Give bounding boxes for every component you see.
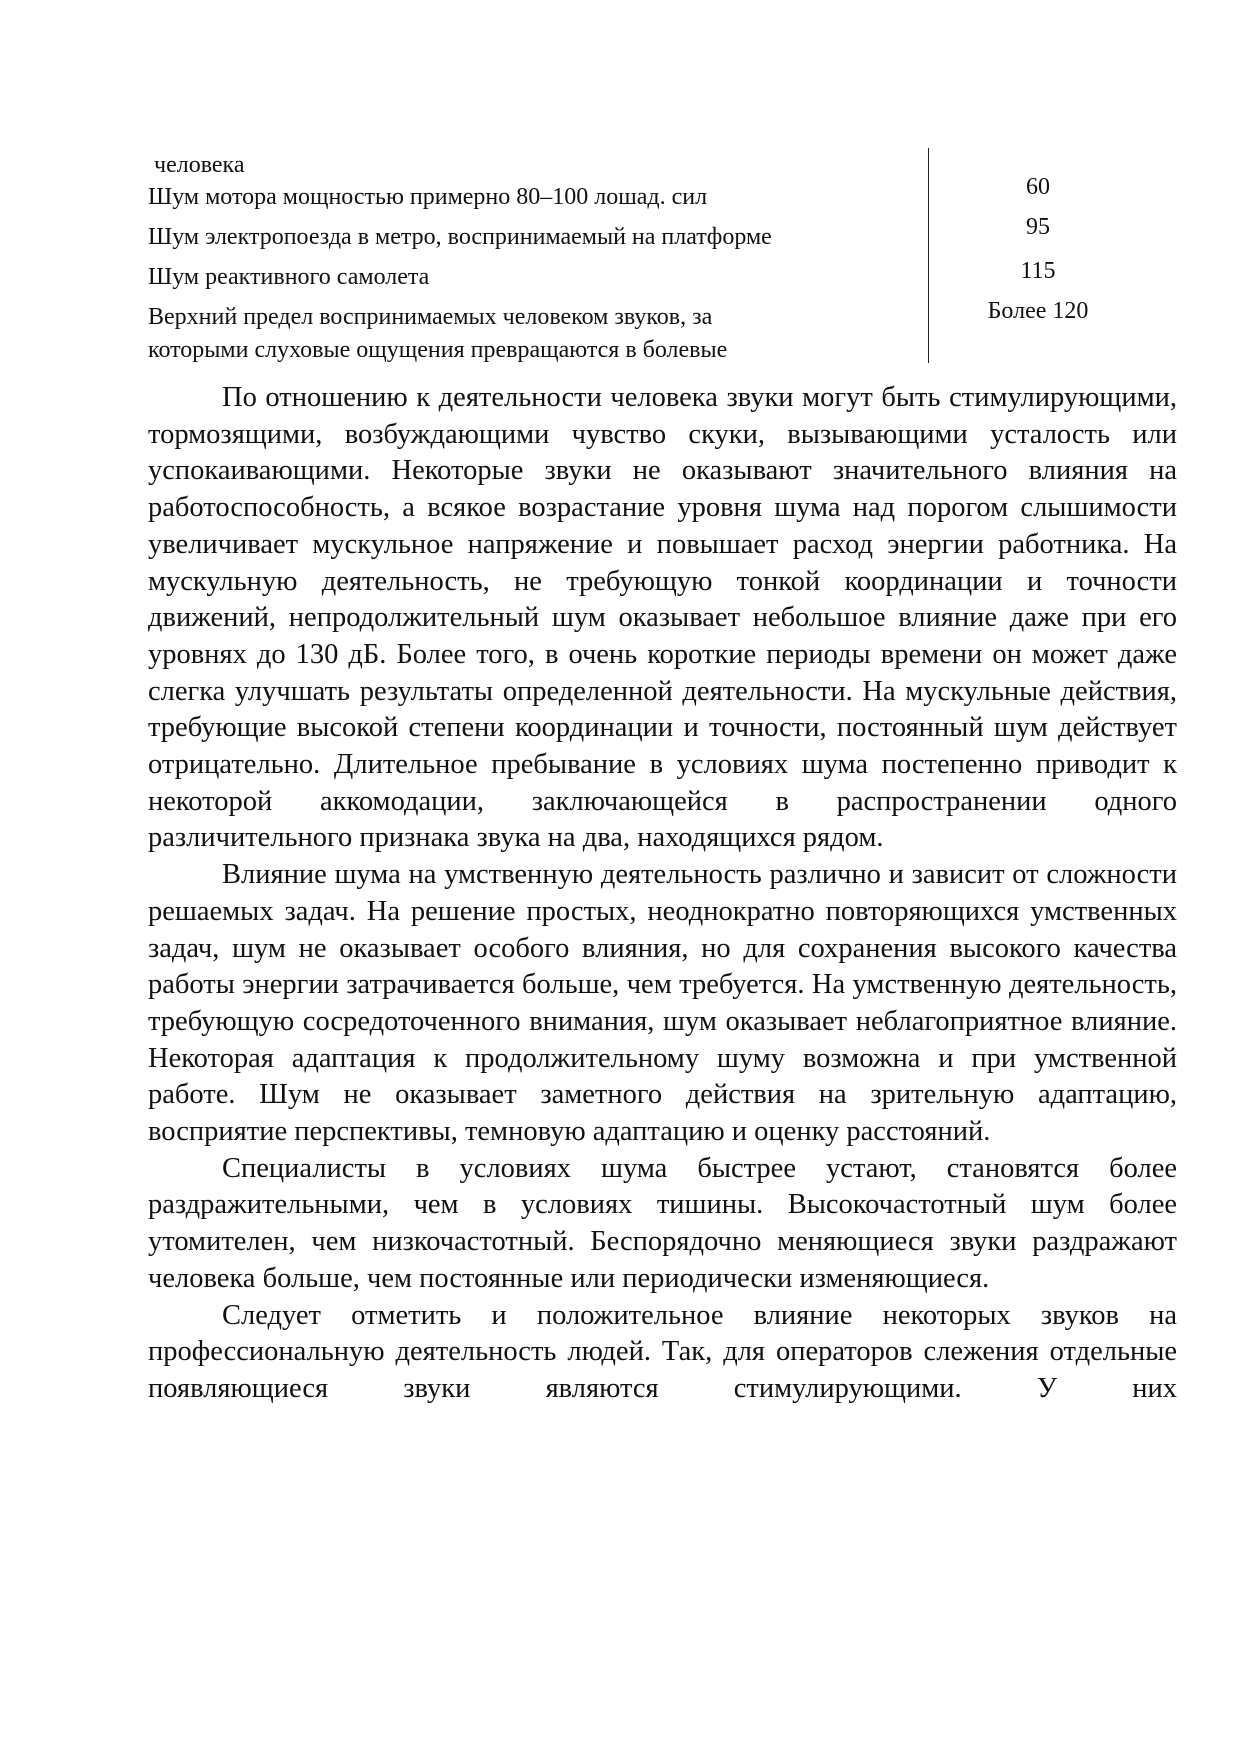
- paragraph: По отношению к деятельности человека звуки могут быть стимулирующими, тормозящими, возбуждающими чувство скуки, вызывающими усталость или успокаивающими. Некоторые звуки не оказывают значительного влияния на работоспособность, а всякое возрастание уровня шума над порогом слышимости увеличивает мускульное напряжение и повышает расход энергии работника. На мускульную деятельность, не требующую тонкой координации и точности движений, непродолжительный шум оказывает небольшое влияние даже при его уровнях до 130 дБ. Более того, в очень короткие периоды времени он может даже слегка улучшать результаты определенной деятельности. На мускульные действия, требующие высокой степени координации и точности, постоянный шум действует отрицательно. Длительное пребывание в условиях шума постепенно приводит к некоторой аккомодации, заключающейся в распространении одного различительного признака звука на два, находящихся рядом.: [148, 382, 1177, 854]
- table-row-value: 95: [1026, 214, 1050, 240]
- body-text: [148, 380, 1177, 1408]
- table-row-value: 115: [1020, 258, 1056, 284]
- table-row-value: Более 120: [987, 298, 1089, 324]
- paragraph: Специалисты в условиях шума быстрее устают, становятся более раздражительными, чем в условиях тишины. Высокочастотный шум более утомителен, чем низкочастотный. Беспорядочно меняющиеся звуки раздражают человека больше, чем постоянные или периодически изменяющиеся.: [148, 1152, 1177, 1294]
- table-row-desc: человека: [154, 152, 245, 178]
- table-column-divider: [928, 148, 929, 363]
- table-row-desc: Шум мотора мощностью примерно 80–100 лошад. сил: [148, 184, 708, 210]
- paragraph: Следует отметить и положительное влияние некоторых звуков на профессиональную деятельность людей. Так, для операторов слежения отдельные появляющиеся звуки являются стимулирующими. У них: [148, 1299, 1177, 1404]
- table-row-desc: Шум электропоезда в метро, воспринимаемый на платформе: [148, 224, 772, 250]
- table-row-desc: которыми слуховые ощущения превращаются в болевые: [148, 337, 728, 363]
- table-row-desc: Шум реактивного самолета: [148, 264, 430, 290]
- paragraph: Влияние шума на умственную деятельность различно и зависит от сложности решаемых задач. На решение простых, неоднократно повторяющихся умственных задач, шум не оказывает особого влияния, но для сохранения высокого качества работы энергии затрачивается больше, чем требуется. На умственную деятельность, требующую сосредоточенного внимания, шум оказывает неблагоприятное влияние. Некоторая адаптация к продолжительному шуму возможна и при умственной работе. Шум не оказывает заметного действия на зрительную адаптацию, восприятие перспективы, темновую адаптацию и оценку расстояний.: [148, 859, 1177, 1148]
- table-row-desc: Верхний предел воспринимаемых человеком звуков, за: [148, 304, 713, 330]
- table-row-value: 60: [1026, 174, 1050, 200]
- noise-levels-table-fragment: [148, 148, 1138, 363]
